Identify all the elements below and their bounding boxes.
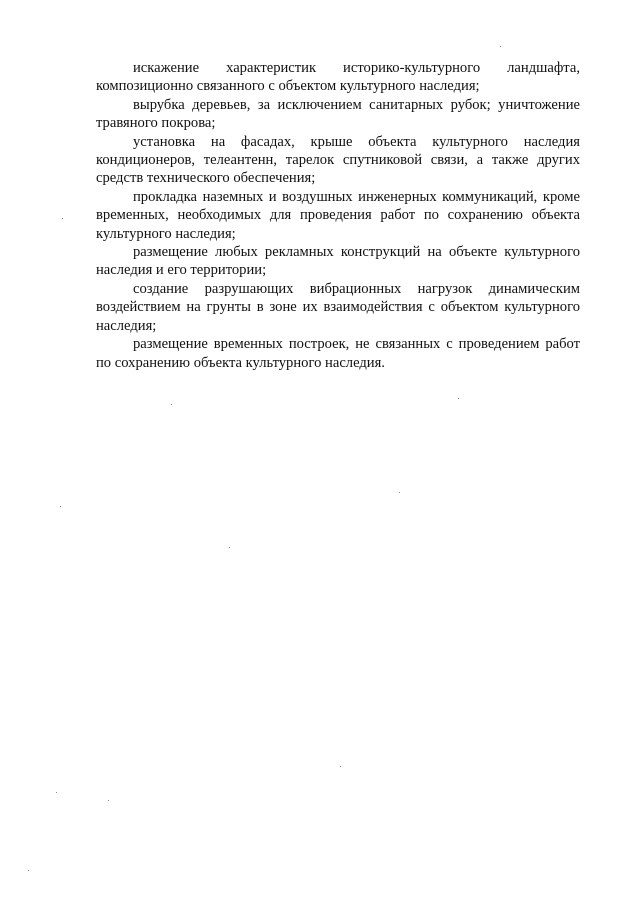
document-body [96, 59, 580, 372]
list-item-vibration-loads: создание разрушающих вибрационных нагрузок динамическим воздействием на грунты в зоне их взаимодействия с объектом культурного наследия; [96, 280, 580, 334]
list-item-advertising: размещение любых рекламных конструкций на объекте культурного наследия и его территории; [96, 244, 580, 279]
list-item-landscape-distortion: искажение характеристик историко-культурного ландшафта, композиционно связанного с объектом культурного наследия; [96, 60, 580, 95]
scan-speck [500, 46, 501, 47]
list-item-tree-felling: вырубка деревьев, за исключением санитарных рубок; уничтожение травяного покрова; [96, 96, 580, 132]
scan-speck [399, 492, 400, 493]
scan-speck [340, 766, 341, 767]
scan-speck [171, 404, 172, 405]
list-item-facade-equipment: установка на фасадах, крыше объекта культурного наследия кондиционеров, телеантенн, тарелок спутниковой связи, а также других средств технического обеспечения; [96, 133, 580, 187]
scan-speck [229, 547, 230, 548]
scan-speck [28, 870, 29, 871]
list-item-utility-lines: прокладка наземных и воздушных инженерных коммуникаций, кроме временных, необходимых для проведения работ по сохранению объекта культурного наследия; [96, 188, 580, 242]
scan-speck [108, 800, 109, 801]
list-item-temporary-buildings: размещение временных построек, не связанных с проведением работ по сохранению объекта культурного наследия. [96, 336, 580, 371]
scan-speck [62, 218, 63, 219]
scan-speck [458, 398, 459, 399]
scan-speck [56, 792, 57, 793]
scan-speck [60, 506, 61, 507]
